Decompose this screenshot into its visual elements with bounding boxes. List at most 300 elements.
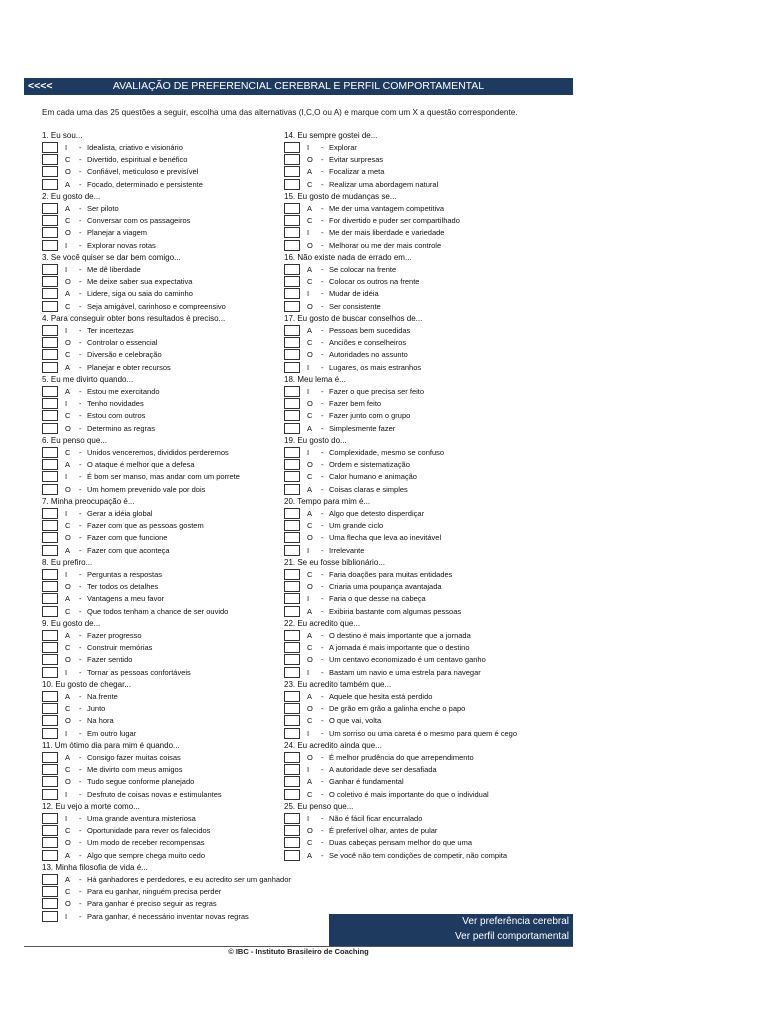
option-separator: - [321, 728, 324, 738]
question-block [42, 374, 302, 435]
option-separator: - [79, 667, 82, 677]
option-text: Lugares, os mais estranhos [329, 362, 422, 372]
option-text: Desfruto de coisas novas e estimulantes [87, 789, 222, 799]
answer-option [284, 691, 544, 703]
option-code: O [65, 533, 71, 543]
question-title: 4. Para conseguir obter bons resultados é preciso... [42, 314, 226, 323]
answer-checkbox[interactable] [42, 606, 58, 617]
option-separator: - [79, 387, 82, 396]
answer-checkbox[interactable] [284, 154, 300, 165]
answer-option [42, 325, 302, 337]
option-text: Que todos tenham a chance de ser ouvido [87, 606, 229, 616]
option-code: O [65, 655, 71, 665]
answer-checkbox[interactable] [42, 752, 58, 763]
question-title: 7. Minha preocupação é... [42, 497, 135, 506]
option-code: C [307, 179, 313, 189]
option-code: O [307, 533, 313, 543]
answer-checkbox[interactable] [42, 276, 58, 287]
option-text: Algo que sempre chega muito cedo [87, 850, 205, 860]
answer-option [42, 276, 302, 288]
answer-checkbox[interactable] [284, 410, 300, 421]
question-block [284, 191, 544, 252]
option-separator: - [321, 472, 324, 482]
answer-checkbox[interactable] [284, 215, 300, 226]
answer-checkbox[interactable] [42, 911, 58, 922]
option-separator: - [321, 277, 324, 287]
answer-checkbox[interactable] [284, 703, 300, 714]
option-text: Evitar surpresas [329, 155, 384, 165]
answer-checkbox[interactable] [42, 471, 58, 482]
answer-checkbox[interactable] [42, 886, 58, 897]
question-block [284, 557, 544, 618]
answer-option [284, 325, 544, 337]
option-separator: - [321, 387, 324, 396]
option-separator: - [321, 814, 324, 823]
answer-checkbox[interactable] [284, 264, 300, 275]
option-code: O [65, 277, 71, 287]
option-code: I [307, 228, 310, 238]
answer-checkbox[interactable] [42, 227, 58, 238]
question-block [284, 313, 544, 374]
answer-checkbox[interactable] [42, 386, 58, 397]
option-separator: - [79, 460, 82, 470]
option-text: É melhor prudência do que arrependimento [329, 753, 474, 762]
answer-option [284, 642, 544, 654]
option-code: A [307, 167, 313, 177]
answer-option [42, 459, 302, 471]
option-text: Explorar novas rotas [87, 240, 156, 250]
answer-option [42, 825, 302, 837]
option-code: C [307, 338, 313, 348]
answer-checkbox[interactable] [284, 276, 300, 287]
answer-checkbox[interactable] [42, 423, 58, 434]
option-code: O [307, 155, 313, 165]
answer-checkbox[interactable] [42, 179, 58, 190]
answer-checkbox[interactable] [42, 764, 58, 775]
answer-option [42, 154, 302, 166]
option-code: I [307, 728, 310, 738]
option-separator: - [321, 643, 324, 653]
option-text: Se você não tem condições de competir, não compita [329, 850, 508, 860]
option-separator: - [321, 399, 324, 409]
option-separator: - [79, 887, 82, 897]
option-code: O [65, 582, 71, 592]
answer-option [42, 166, 302, 178]
answer-checkbox[interactable] [42, 630, 58, 641]
option-text: Na frente [87, 692, 118, 701]
answer-checkbox[interactable] [284, 837, 300, 848]
answer-option [42, 423, 302, 435]
option-separator: - [321, 594, 324, 604]
answer-checkbox[interactable] [284, 789, 300, 800]
answer-checkbox[interactable] [284, 752, 300, 763]
option-separator: - [79, 533, 82, 543]
option-separator: - [321, 789, 324, 799]
answer-checkbox[interactable] [42, 410, 58, 421]
answer-checkbox[interactable] [284, 813, 300, 824]
answer-checkbox[interactable] [284, 850, 300, 861]
answer-checkbox[interactable] [42, 142, 58, 153]
answer-checkbox[interactable] [42, 691, 58, 702]
option-code: C [307, 521, 313, 531]
ver-preferencia-button[interactable]: Ver preferência cerebral [462, 916, 569, 927]
option-text: Focalizar a meta [329, 167, 385, 177]
back-link[interactable]: <<<< [28, 80, 53, 92]
option-text: Ordem e sistematização [329, 460, 410, 470]
answer-option [42, 386, 302, 398]
option-text: Confiável, meticuloso e previsível [87, 167, 199, 177]
option-separator: - [321, 765, 324, 775]
answer-checkbox[interactable] [42, 520, 58, 531]
answer-option [284, 410, 544, 422]
answer-checkbox[interactable] [42, 288, 58, 299]
option-separator: - [79, 606, 82, 616]
answer-checkbox[interactable] [42, 850, 58, 861]
answer-checkbox[interactable] [42, 484, 58, 495]
option-text: Melhorar ou me der mais controle [329, 240, 442, 250]
option-separator: - [79, 765, 82, 775]
answer-checkbox[interactable] [42, 837, 58, 848]
answer-option [284, 362, 544, 374]
answer-checkbox[interactable] [42, 825, 58, 836]
answer-option [284, 545, 544, 557]
option-text: Fazer com que aconteça [87, 545, 170, 555]
option-text: Junto [87, 704, 106, 714]
answer-checkbox[interactable] [284, 581, 300, 592]
option-text: Irrelevante [329, 545, 365, 555]
answer-option [284, 484, 544, 496]
answer-checkbox[interactable] [42, 874, 58, 885]
option-code: A [65, 545, 71, 555]
option-separator: - [321, 143, 324, 152]
answer-option [284, 301, 544, 313]
option-text: Anciões e conselheiros [329, 338, 407, 348]
option-code: A [65, 179, 71, 189]
question-title: 13. Minha filosofia de vida é... [42, 863, 148, 872]
answer-checkbox[interactable] [284, 630, 300, 641]
option-code: A [65, 753, 71, 762]
option-text: Controlar o essencial [87, 338, 158, 348]
answer-checkbox[interactable] [284, 301, 300, 312]
answer-checkbox[interactable] [42, 667, 58, 678]
option-code: I [65, 399, 68, 409]
option-separator: - [321, 179, 324, 189]
answer-option [284, 654, 544, 666]
option-code: I [307, 765, 310, 775]
option-code: A [65, 289, 71, 299]
answer-checkbox[interactable] [42, 240, 58, 251]
answer-checkbox[interactable] [42, 728, 58, 739]
answer-checkbox[interactable] [284, 569, 300, 580]
option-separator: - [321, 350, 324, 360]
answer-checkbox[interactable] [284, 728, 300, 739]
option-code: C [65, 643, 71, 653]
option-code: O [65, 338, 71, 348]
option-code: I [65, 911, 68, 921]
option-code: C [307, 277, 313, 287]
answer-checkbox[interactable] [284, 203, 300, 214]
ver-perfil-button[interactable]: Ver perfil comportamental [455, 931, 569, 942]
answer-checkbox[interactable] [284, 642, 300, 653]
option-code: I [65, 326, 68, 335]
option-code: C [65, 350, 71, 360]
answer-checkbox[interactable] [284, 484, 300, 495]
option-code: I [65, 265, 68, 274]
option-text: Para eu ganhar, ninguém precisa perder [87, 887, 222, 897]
option-separator: - [321, 301, 324, 311]
option-code: I [65, 789, 68, 799]
option-separator: - [79, 167, 82, 177]
answer-checkbox[interactable] [42, 703, 58, 714]
option-separator: - [79, 704, 82, 714]
answer-option [42, 520, 302, 532]
answer-checkbox[interactable] [42, 715, 58, 726]
answer-option [284, 593, 544, 605]
question-title: 1. Eu sou... [42, 131, 83, 140]
answer-option [42, 398, 302, 410]
answer-checkbox[interactable] [42, 398, 58, 409]
option-text: Conversar com os passageiros [87, 216, 191, 226]
answer-checkbox[interactable] [284, 471, 300, 482]
option-text: É bom ser manso, mas andar com um porrete [87, 472, 240, 482]
answer-checkbox[interactable] [284, 362, 300, 373]
answer-checkbox[interactable] [284, 349, 300, 360]
option-separator: - [321, 521, 324, 531]
answer-checkbox[interactable] [284, 764, 300, 775]
answer-checkbox[interactable] [284, 179, 300, 190]
question-title: 11. Um ótimo dia para mim é quando... [42, 741, 180, 750]
option-text: Fazer com que as pessoas gostem [87, 521, 204, 531]
answer-option [42, 215, 302, 227]
answer-option [284, 667, 544, 679]
answer-checkbox[interactable] [42, 264, 58, 275]
answer-checkbox[interactable] [42, 215, 58, 226]
option-text: Vantagens a meu favor [87, 594, 164, 604]
answer-option [42, 581, 302, 593]
answer-checkbox[interactable] [284, 532, 300, 543]
option-text: Me der mais liberdade e variedade [329, 228, 445, 238]
answer-checkbox[interactable] [42, 532, 58, 543]
option-code: I [307, 362, 310, 372]
answer-checkbox[interactable] [284, 398, 300, 409]
answer-checkbox[interactable] [42, 301, 58, 312]
answer-checkbox[interactable] [42, 642, 58, 653]
answer-checkbox[interactable] [42, 447, 58, 458]
option-separator: - [79, 509, 82, 518]
option-code: I [307, 143, 310, 152]
answer-option [284, 276, 544, 288]
option-separator: - [79, 789, 82, 799]
question-title: 6. Eu penso que... [42, 436, 107, 445]
option-text: O destino é mais importante que a jornada [329, 631, 471, 640]
answer-checkbox[interactable] [42, 898, 58, 909]
option-code: A [307, 606, 313, 616]
answer-checkbox[interactable] [42, 362, 58, 373]
question-title: 2. Eu gosto de... [42, 192, 101, 201]
option-code: O [65, 899, 71, 909]
answer-option [42, 593, 302, 605]
answer-checkbox[interactable] [42, 166, 58, 177]
option-text: Seja amigável, carinhoso e compreensivo [87, 301, 226, 311]
answer-checkbox[interactable] [284, 459, 300, 470]
option-separator: - [321, 460, 324, 470]
option-text: Bastam um navio e uma estrela para navegar [329, 667, 481, 677]
option-separator: - [321, 362, 324, 372]
answer-checkbox[interactable] [284, 776, 300, 787]
option-code: A [307, 484, 313, 494]
option-separator: - [79, 326, 82, 335]
answer-option [42, 911, 302, 923]
option-separator: - [321, 606, 324, 616]
answer-checkbox[interactable] [284, 654, 300, 665]
answer-option [42, 337, 302, 349]
option-separator: - [79, 814, 82, 823]
option-separator: - [79, 899, 82, 909]
option-text: Simplesmente fazer [329, 423, 396, 433]
answer-checkbox[interactable] [284, 227, 300, 238]
option-code: O [307, 826, 313, 836]
answer-option [42, 837, 302, 849]
option-code: C [65, 521, 71, 531]
answer-checkbox[interactable] [284, 606, 300, 617]
option-separator: - [79, 179, 82, 189]
option-code: O [307, 399, 313, 409]
answer-option [284, 606, 544, 618]
option-text: Autoridades no assunto [329, 350, 408, 360]
option-separator: - [79, 911, 82, 921]
question-block [42, 313, 302, 374]
option-text: Mudar de idéia [329, 289, 379, 299]
assessment-sheet [24, 78, 574, 958]
footer-copyright: © IBC - Instituto Brasileiro de Coaching [228, 947, 369, 956]
answer-checkbox[interactable] [284, 240, 300, 251]
answer-checkbox[interactable] [42, 508, 58, 519]
answer-checkbox[interactable] [284, 667, 300, 678]
answer-checkbox[interactable] [284, 593, 300, 604]
option-code: C [307, 716, 313, 726]
option-separator: - [321, 204, 324, 213]
question-title: 10. Eu gosto de chegar... [42, 680, 131, 689]
answer-checkbox[interactable] [42, 569, 58, 580]
option-text: Consigo fazer muitas coisas [87, 753, 181, 762]
answer-checkbox[interactable] [42, 337, 58, 348]
option-text: Não é fácil ficar encurralado [329, 814, 423, 823]
answer-option [42, 789, 302, 801]
answer-checkbox[interactable] [284, 545, 300, 556]
option-separator: - [321, 570, 324, 579]
answer-option [42, 752, 302, 764]
answer-checkbox[interactable] [42, 581, 58, 592]
option-separator: - [321, 240, 324, 250]
answer-checkbox[interactable] [284, 337, 300, 348]
answer-checkbox[interactable] [284, 825, 300, 836]
answer-checkbox[interactable] [284, 325, 300, 336]
option-text: Planejar a viagem [87, 228, 148, 238]
answer-checkbox[interactable] [42, 776, 58, 787]
answer-option [284, 508, 544, 520]
answer-checkbox[interactable] [284, 508, 300, 519]
answer-checkbox[interactable] [42, 593, 58, 604]
answer-checkbox[interactable] [284, 288, 300, 299]
answer-option [284, 813, 544, 825]
answer-checkbox[interactable] [42, 545, 58, 556]
option-separator: - [321, 509, 324, 518]
question-block [42, 496, 302, 557]
answer-checkbox[interactable] [42, 154, 58, 165]
answer-checkbox[interactable] [42, 203, 58, 214]
option-text: O coletivo é mais importante do que o individual [329, 789, 489, 799]
answer-checkbox[interactable] [42, 325, 58, 336]
option-text: O ataque é melhor que a defesa [87, 460, 195, 470]
option-code: O [307, 704, 313, 714]
option-code: C [65, 301, 71, 311]
results-buttons [329, 914, 573, 946]
option-separator: - [79, 850, 82, 860]
answer-checkbox[interactable] [284, 691, 300, 702]
option-separator: - [79, 240, 82, 250]
option-text: Idealista, criativo e visionário [87, 143, 183, 152]
answer-option [42, 813, 302, 825]
answer-checkbox[interactable] [42, 654, 58, 665]
option-text: Fazer sentido [87, 655, 133, 665]
answer-checkbox[interactable] [42, 349, 58, 360]
answer-checkbox[interactable] [42, 459, 58, 470]
answer-checkbox[interactable] [42, 813, 58, 824]
question-block [42, 252, 302, 313]
option-separator: - [321, 289, 324, 299]
answer-option [284, 264, 544, 276]
option-text: Tudo segue conforme planejado [87, 777, 195, 787]
option-code: O [65, 838, 71, 848]
option-text: Ser consistente [329, 301, 381, 311]
option-code: O [307, 350, 313, 360]
option-separator: - [79, 228, 82, 238]
option-text: De grão em grão a galinha enche o papo [329, 704, 466, 714]
answer-option [42, 362, 302, 374]
answer-checkbox[interactable] [284, 142, 300, 153]
option-text: Faria doações para muitas entidades [329, 570, 453, 579]
instructions: Em cada uma das 25 questões a seguir, escolha uma das alternativas (I,C,O ou A) e marque com um X a questão correspondente. [42, 108, 518, 117]
answer-option [284, 752, 544, 764]
option-separator: - [321, 692, 324, 701]
answer-checkbox[interactable] [284, 715, 300, 726]
answer-checkbox[interactable] [284, 166, 300, 177]
option-separator: - [321, 326, 324, 335]
answer-option [42, 447, 302, 459]
option-text: Criaria uma poupança avantajada [329, 582, 442, 592]
answer-option [284, 764, 544, 776]
answer-option [42, 667, 302, 679]
answer-option [42, 227, 302, 239]
answer-option [42, 142, 302, 154]
answer-checkbox[interactable] [284, 423, 300, 434]
answer-option [284, 203, 544, 215]
option-separator: - [321, 655, 324, 665]
answer-checkbox[interactable] [42, 789, 58, 800]
option-separator: - [321, 716, 324, 726]
option-separator: - [321, 533, 324, 543]
option-text: Colocar os outros na frente [329, 277, 420, 287]
option-separator: - [79, 155, 82, 165]
answer-checkbox[interactable] [284, 386, 300, 397]
option-code: I [65, 240, 68, 250]
answer-checkbox[interactable] [284, 447, 300, 458]
answer-checkbox[interactable] [284, 520, 300, 531]
option-text: Há ganhadores e perdedores, e eu acredito ser um ganhador [87, 875, 291, 884]
option-text: Para ganhar é preciso seguir as regras [87, 899, 217, 909]
answer-option [284, 337, 544, 349]
option-code: A [65, 631, 71, 640]
